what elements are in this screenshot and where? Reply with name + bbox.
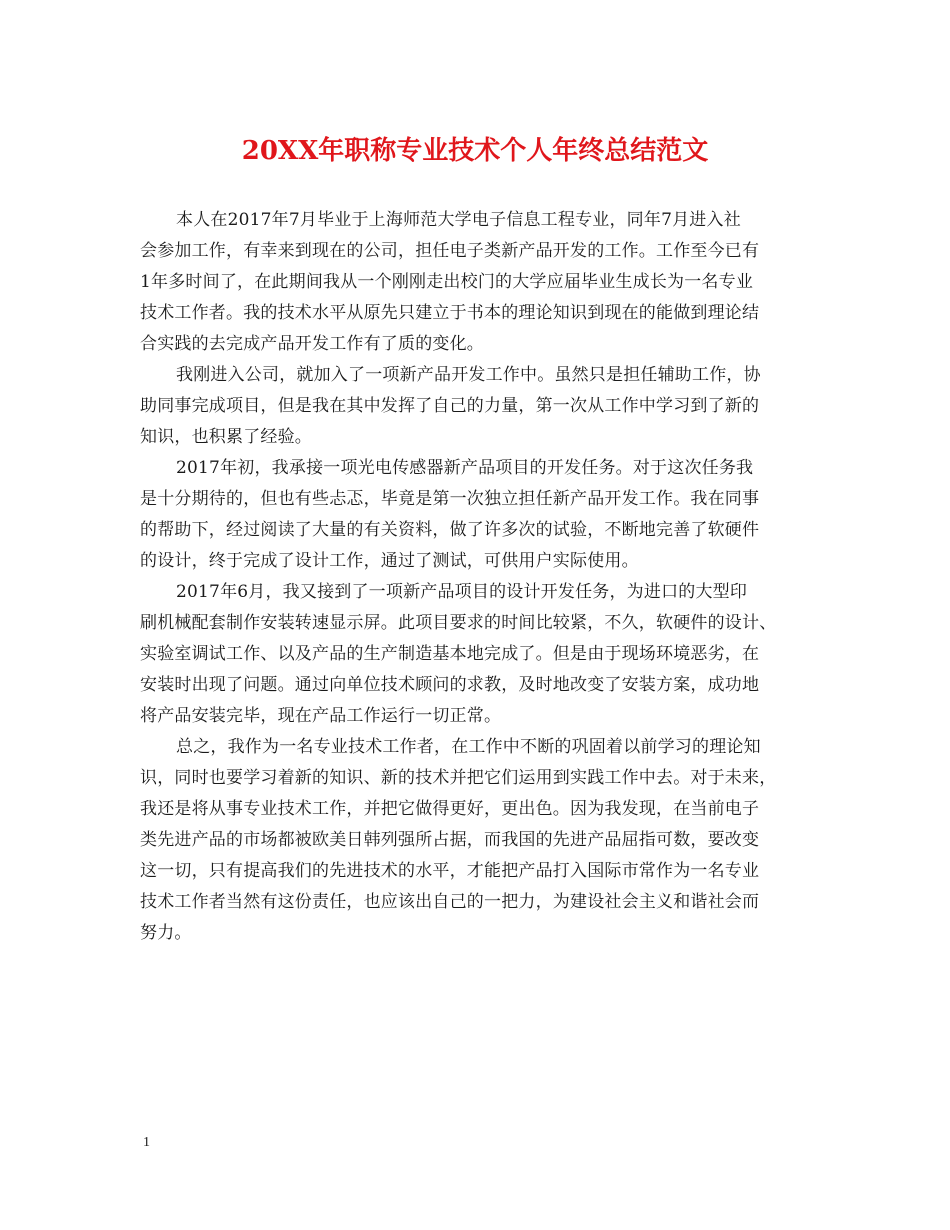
paragraph (140, 577, 820, 732)
text-line: 的设计，终于完成了设计工作，通过了测试，可供用户实际使用。 (140, 551, 639, 571)
text-line: 技术工作者。我的技术水平从原先只建立于书本的理论知识到现在的能做到理论结 (140, 303, 760, 323)
text-line: 安装时出现了问题。通过向单位技术顾问的求教，及时地改变了安装方案，成功地 (140, 675, 760, 695)
text-line: 本人在2017年7月毕业于上海师范大学电子信息工程专业，同年7月进入社 (176, 210, 741, 230)
document-body (140, 205, 820, 949)
text-line: 是十分期待的，但也有些忐忑，毕竟是第一次独立担任新产品开发工作。我在同事 (140, 489, 760, 509)
text-line: 1年多时间了，在此期间我从一个刚刚走出校门的大学应届毕业生成长为一名专业 (140, 272, 754, 292)
text-line: 合实践的去完成产品开发工作有了质的变化。 (140, 334, 484, 354)
text-line: 的帮助下，经过阅读了大量的有关资料，做了许多次的试验，不断地完善了软硬件 (140, 520, 760, 540)
text-line: 实验室调试工作、以及产品的生产制造基本地完成了。但是由于现场环境恶劣，在 (140, 644, 760, 664)
text-line: 会参加工作，有幸来到现在的公司，担任电子类新产品开发的工作。工作至今已有 (140, 241, 760, 261)
text-line: 2017年初，我承接一项光电传感器新产品项目的开发任务。对于这次任务我 (176, 458, 754, 478)
text-line: 努力。 (140, 923, 192, 943)
text-line: 这一切，只有提高我们的先进技术的水平，才能把产品打入国际市常作为一名专业 (140, 861, 760, 881)
paragraph (140, 205, 820, 360)
text-line: 类先进产品的市场都被欧美日韩列强所占据，而我国的先进产品屈指可数，要改变 (140, 830, 760, 850)
paragraph (140, 732, 820, 949)
text-line: 知识，也积累了经验。 (140, 427, 312, 447)
text-line: 助同事完成项目，但是我在其中发挥了自己的力量，第一次从工作中学习到了新的 (140, 396, 760, 416)
paragraph (140, 453, 820, 577)
text-line: 刷机械配套制作安装转速显示屏。此项目要求的时间比较紧，不久，软硬件的设计、 (140, 613, 777, 633)
text-line: 我刚进入公司，就加入了一项新产品开发工作中。虽然只是担任辅助工作，协 (176, 365, 761, 385)
paragraph (140, 360, 820, 453)
document-title: 20XX年职称专业技术个人年终总结范文 (241, 136, 709, 166)
text-line: 2017年6月，我又接到了一项新产品项目的设计开发任务，为进口的大型印 (176, 582, 748, 602)
text-line: 技术工作者当然有这份责任，也应该出自己的一把力，为建设社会主义和谐社会而 (140, 892, 760, 912)
page-number: 1 (143, 1135, 150, 1150)
text-line: 识，同时也要学习着新的知识、新的技术并把它们运用到实践工作中去。对于未来， (140, 768, 777, 788)
text-line: 总之，我作为一名专业技术工作者，在工作中不断的巩固着以前学习的理论知 (176, 737, 761, 757)
text-line: 将产品安装完毕，现在产品工作运行一切正常。 (140, 706, 502, 726)
text-line: 我还是将从事专业技术工作，并把它做得更好，更出色。因为我发现，在当前电子 (140, 799, 760, 819)
